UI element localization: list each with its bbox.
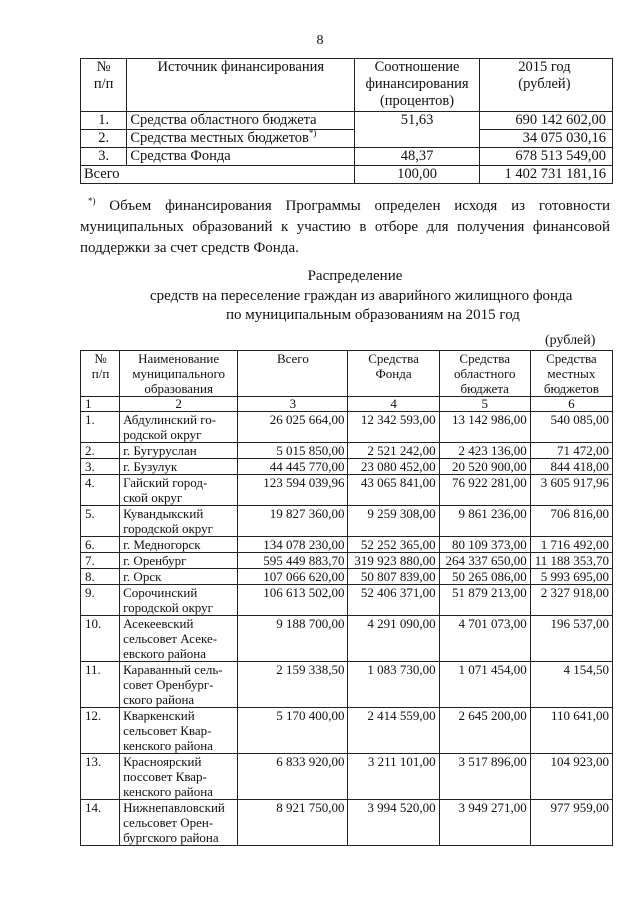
row-regional: 20 520 900,00	[439, 459, 530, 475]
row-local: 844 418,00	[530, 459, 612, 475]
total-ratio: 100,00	[355, 166, 480, 184]
row-fund: 50 807 839,00	[348, 569, 439, 585]
col-number: 5	[439, 397, 530, 412]
total-amount: 1 402 731 181,16	[479, 166, 612, 184]
row-local: 2 327 918,00	[530, 585, 612, 616]
row-name: Кваркенский сельсовет Квар- кенского района	[120, 708, 238, 754]
row-local: 196 537,00	[530, 616, 612, 662]
table-row	[81, 754, 613, 800]
row-total: 6 833 920,00	[238, 754, 348, 800]
col-number: 3	[238, 397, 348, 412]
header-source: Источник финансирования	[127, 59, 355, 112]
row-num: 5.	[81, 506, 120, 537]
row-local: 110 641,00	[530, 708, 612, 754]
table-row	[81, 800, 613, 846]
col-number: 4	[348, 397, 439, 412]
row-ratio-merged: 51,63	[355, 112, 480, 148]
row-total: 123 594 039,96	[238, 475, 348, 506]
row-num: 9.	[81, 585, 120, 616]
row-local: 540 085,00	[530, 412, 612, 443]
footnote-mark: *)	[88, 196, 96, 206]
row-total: 106 613 502,00	[238, 585, 348, 616]
header-num: № п/п	[81, 59, 127, 112]
table-row	[81, 569, 613, 585]
row-num: 12.	[81, 708, 120, 754]
row-num: 1.	[81, 112, 127, 130]
distribution-rows	[81, 412, 613, 846]
table-row	[81, 616, 613, 662]
header-total: Всего	[238, 351, 348, 397]
row-fund: 2 521 242,00	[348, 443, 439, 459]
row-local: 104 923,00	[530, 754, 612, 800]
col-number: 6	[530, 397, 612, 412]
row-source	[127, 130, 355, 148]
row-fund: 52 406 371,00	[348, 585, 439, 616]
col-number: 1	[81, 397, 120, 412]
row-name: г. Бугуруслан	[120, 443, 238, 459]
row-num: 6.	[81, 537, 120, 553]
row-name: Абдулинский го- родской округ	[120, 412, 238, 443]
row-num: 8.	[81, 569, 120, 585]
row-name: г. Бузулук	[120, 459, 238, 475]
row-fund: 319 923 880,00	[348, 553, 439, 569]
row-fund: 43 065 841,00	[348, 475, 439, 506]
row-fund: 4 291 090,00	[348, 616, 439, 662]
footnote	[80, 196, 610, 259]
row-regional: 2 645 200,00	[439, 708, 530, 754]
row-regional: 76 922 281,00	[439, 475, 530, 506]
unit-label: (рублей)	[545, 333, 596, 348]
row-name: г. Медногорск	[120, 537, 238, 553]
row-local: 977 959,00	[530, 800, 612, 846]
financing-header-row	[81, 59, 613, 112]
distribution-table	[80, 350, 613, 846]
row-amount: 678 513 549,00	[479, 148, 612, 166]
row-regional: 3 517 896,00	[439, 754, 530, 800]
header-amount: 2015 год (рублей)	[479, 59, 612, 112]
row-regional: 1 071 454,00	[439, 662, 530, 708]
row-local: 11 188 353,70	[530, 553, 612, 569]
distribution-title: Распределение	[307, 268, 403, 284]
row-regional: 13 142 986,00	[439, 412, 530, 443]
row-name: Нижнепавловский сельсовет Орен- бургского района	[120, 800, 238, 846]
row-num: 2.	[81, 443, 120, 459]
header-num: № п/п	[81, 351, 120, 397]
table-row	[81, 130, 613, 148]
row-regional: 9 861 236,00	[439, 506, 530, 537]
row-regional: 51 879 213,00	[439, 585, 530, 616]
header-ratio: Соотношение финансирования (процентов)	[355, 59, 480, 112]
row-source: Средства Фонда	[127, 148, 355, 166]
table-row	[81, 708, 613, 754]
table-row	[81, 506, 613, 537]
row-fund: 12 342 593,00	[348, 412, 439, 443]
row-fund: 2 414 559,00	[348, 708, 439, 754]
row-regional: 2 423 136,00	[439, 443, 530, 459]
header-local: Средства местных бюджетов	[530, 351, 612, 397]
row-num: 3.	[81, 148, 127, 166]
row-source-text: Средства местных бюджетов	[130, 130, 309, 146]
row-num: 11.	[81, 662, 120, 708]
row-total: 26 025 664,00	[238, 412, 348, 443]
table-row	[81, 585, 613, 616]
row-regional: 50 265 086,00	[439, 569, 530, 585]
table-row	[81, 148, 613, 166]
row-num: 4.	[81, 475, 120, 506]
financing-table	[80, 58, 613, 184]
table-row	[81, 112, 613, 130]
row-source: Средства областного бюджета	[127, 112, 355, 130]
distribution-subtitle-1: средств на переселение граждан из аварийного жилищного фонда	[150, 288, 573, 304]
row-num: 10.	[81, 616, 120, 662]
row-num: 3.	[81, 459, 120, 475]
row-total: 5 170 400,00	[238, 708, 348, 754]
row-amount: 690 142 602,00	[479, 112, 612, 130]
row-total: 2 159 338,50	[238, 662, 348, 708]
row-local: 5 993 695,00	[530, 569, 612, 585]
footnote-mark: *)	[308, 128, 317, 139]
row-local: 1 716 492,00	[530, 537, 612, 553]
row-name: Асекеевский сельсовет Асеке- евского района	[120, 616, 238, 662]
table-row	[81, 459, 613, 475]
footnote-text: Объем финансирования Программы определен исходя из готовности муниципальных образований к участию в отборе для получения финансовой поддержки за счет средств Фонда.	[80, 198, 610, 256]
table-row	[81, 443, 613, 459]
row-total: 44 445 770,00	[238, 459, 348, 475]
row-fund: 1 083 730,00	[348, 662, 439, 708]
row-total: 5 015 850,00	[238, 443, 348, 459]
row-total: 8 921 750,00	[238, 800, 348, 846]
table-row	[81, 537, 613, 553]
row-regional: 4 701 073,00	[439, 616, 530, 662]
row-num: 7.	[81, 553, 120, 569]
row-num: 14.	[81, 800, 120, 846]
row-regional: 3 949 271,00	[439, 800, 530, 846]
row-total: 9 188 700,00	[238, 616, 348, 662]
header-name: Наименование муниципального образования	[120, 351, 238, 397]
row-fund: 3 211 101,00	[348, 754, 439, 800]
row-total: 19 827 360,00	[238, 506, 348, 537]
row-total: 134 078 230,00	[238, 537, 348, 553]
table-row	[81, 553, 613, 569]
row-fund: 3 994 520,00	[348, 800, 439, 846]
row-regional: 264 337 650,00	[439, 553, 530, 569]
row-num: 2.	[81, 130, 127, 148]
table-row	[81, 662, 613, 708]
header-fund: Средства Фонда	[348, 351, 439, 397]
row-local: 3 605 917,96	[530, 475, 612, 506]
row-name: г. Орск	[120, 569, 238, 585]
header-regional: Средства областного бюджета	[439, 351, 530, 397]
row-name: г. Оренбург	[120, 553, 238, 569]
row-num: 13.	[81, 754, 120, 800]
row-ratio: 48,37	[355, 148, 480, 166]
column-number-row	[81, 397, 613, 412]
table-row	[81, 412, 613, 443]
row-name: Караванный сель- совет Оренбург- ского района	[120, 662, 238, 708]
row-fund: 52 252 365,00	[348, 537, 439, 553]
distribution-header-row	[81, 351, 613, 397]
row-name: Сорочинский городской округ	[120, 585, 238, 616]
distribution-subtitle-2: по муниципальным образованиям на 2015 год	[226, 307, 520, 323]
row-local: 71 472,00	[530, 443, 612, 459]
row-name: Красноярский поссовет Квар- кенского района	[120, 754, 238, 800]
row-fund: 23 080 452,00	[348, 459, 439, 475]
row-total: 107 066 620,00	[238, 569, 348, 585]
total-label: Всего	[81, 166, 355, 184]
row-regional: 80 109 373,00	[439, 537, 530, 553]
row-num: 1.	[81, 412, 120, 443]
row-name: Кувандыкский городской округ	[120, 506, 238, 537]
row-amount: 34 075 030,16	[479, 130, 612, 148]
row-local: 706 816,00	[530, 506, 612, 537]
row-total: 595 449 883,70	[238, 553, 348, 569]
row-fund: 9 259 308,00	[348, 506, 439, 537]
page-number: 8	[316, 33, 324, 48]
row-name: Гайский город- ской округ	[120, 475, 238, 506]
table-row	[81, 475, 613, 506]
col-number: 2	[120, 397, 238, 412]
total-row	[81, 166, 613, 184]
row-local: 4 154,50	[530, 662, 612, 708]
